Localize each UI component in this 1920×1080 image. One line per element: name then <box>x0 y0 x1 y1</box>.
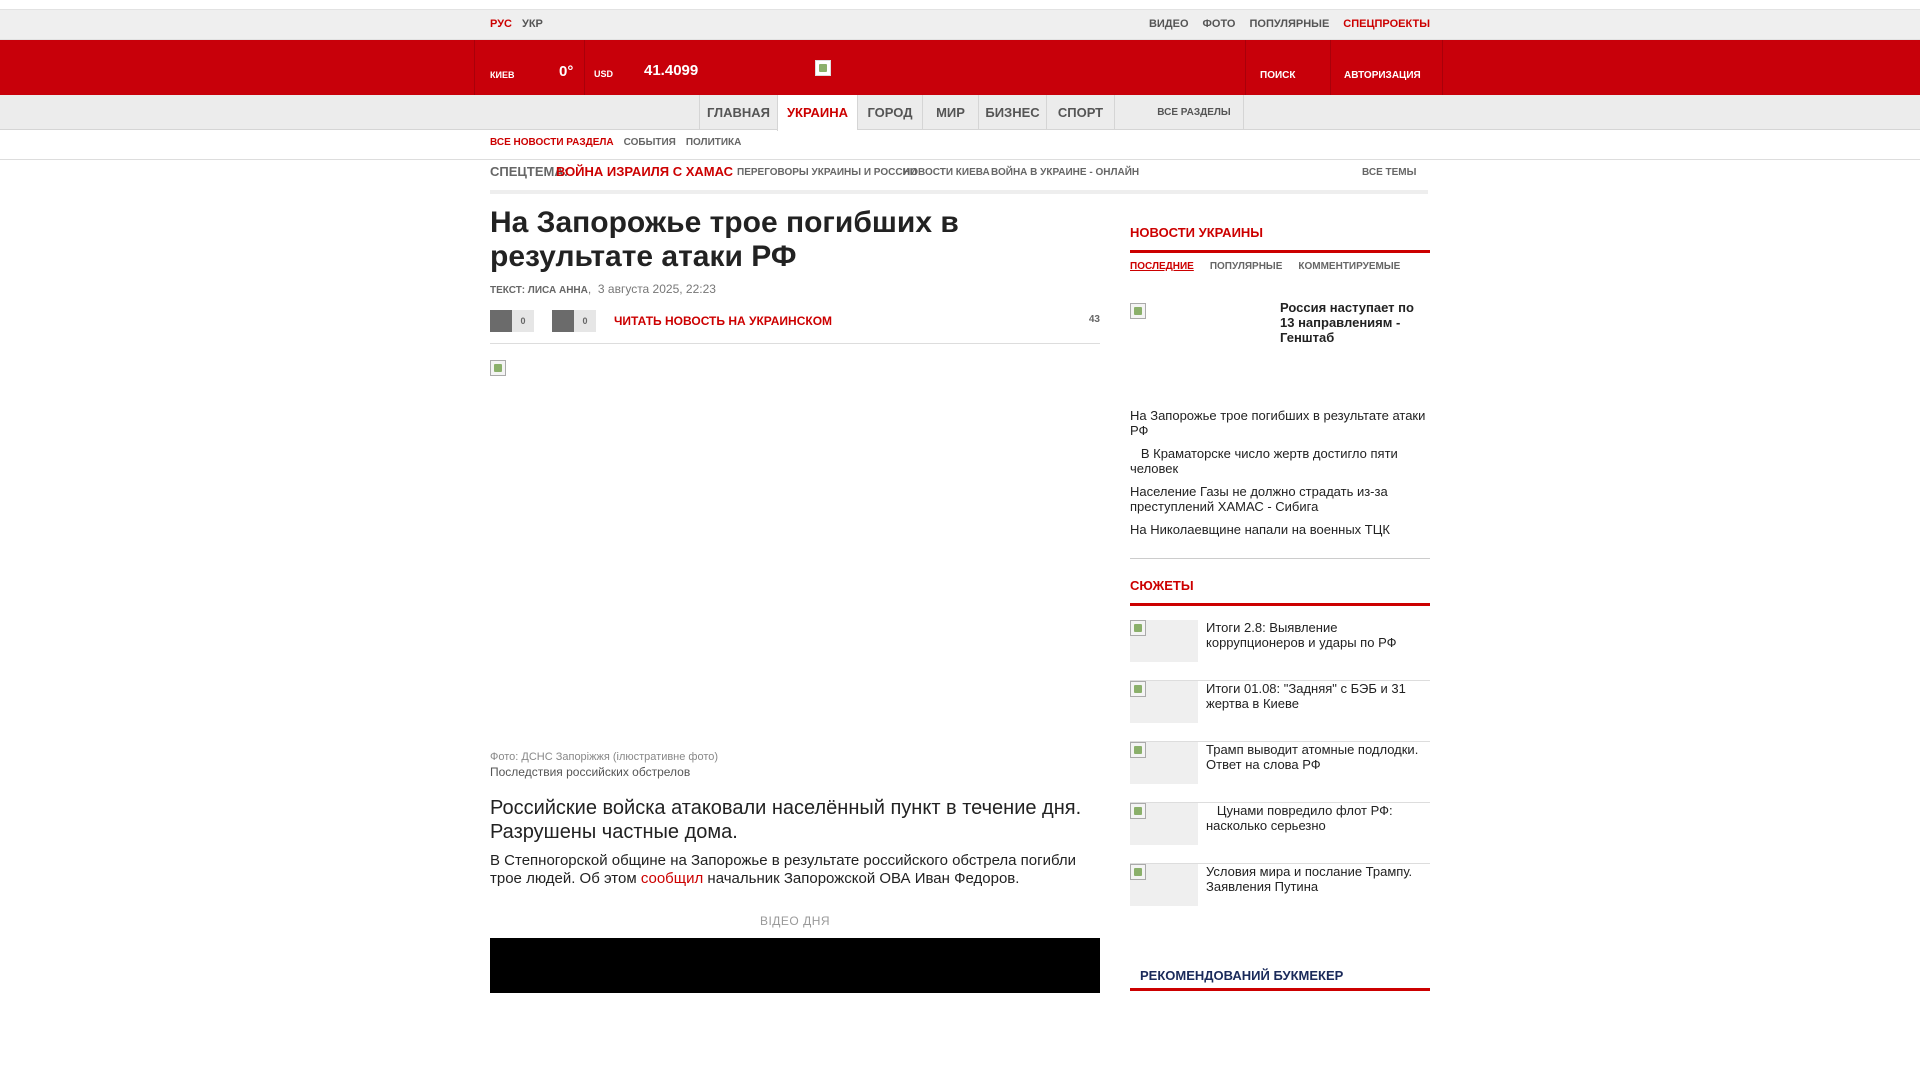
article-photo-image <box>490 360 506 376</box>
story-item[interactable] <box>1130 803 1430 864</box>
nav-all-sections[interactable] <box>1114 95 1244 130</box>
bookmaker-title: РЕКОМЕНДОВАНИЙ БУКМЕКЕР <box>1140 968 1344 983</box>
view-count: 43 <box>1088 314 1100 325</box>
story-image <box>1130 864 1146 880</box>
story-item[interactable] <box>1130 681 1430 742</box>
subnav-all-news[interactable]: ВСЕ НОВОСТИ РАЗДЕЛА <box>490 137 614 148</box>
top-story-image[interactable] <box>1130 303 1146 319</box>
story-title[interactable]: Цунами повредило флот РФ: насколько серьезно <box>1206 803 1397 833</box>
nav-all-sections-label: ВСЕ РАЗДЕЛЫ <box>1157 107 1231 118</box>
top-link-specprojects[interactable]: СПЕЦПРОЕКТЫ <box>1343 18 1430 30</box>
city-label: КИЕВ <box>490 70 515 80</box>
topic-link-war-online[interactable]: ВОЙНА В УКРАИНЕ - ОНЛАЙН <box>991 167 1140 178</box>
story-thumbnail[interactable] <box>1130 864 1198 906</box>
tab-popular[interactable]: ПОПУЛЯРНЫЕ <box>1209 261 1283 272</box>
topics-bar <box>490 164 1428 194</box>
article-lead: Российские войска атаковали населённый пункт в течение дня. Разрушены частные дома. <box>490 797 1082 843</box>
topic-link-negotiations[interactable]: ПЕРЕГОВОРЫ УКРАИНЫ И РОССИИ <box>737 167 917 178</box>
news-tabs <box>1130 261 1400 272</box>
article-author[interactable]: ТЕКСТ: ЛИСА АННА <box>490 285 588 296</box>
top-link-popular[interactable]: ПОПУЛЯРНЫЕ <box>1249 18 1330 30</box>
story-thumbnail[interactable] <box>1130 620 1198 662</box>
nav-item-business[interactable]: БИЗНЕС <box>978 95 1046 130</box>
sidebar-divider <box>1130 558 1430 559</box>
stories-header <box>1130 578 1430 606</box>
topic-link-all[interactable]: ВСЕ ТЕМЫ <box>1362 167 1417 178</box>
nav-item-ukraine[interactable]: УКРАИНА <box>777 95 857 131</box>
temperature-value: 0° <box>559 63 574 80</box>
topic-link-kyiv-news[interactable]: НОВОСТИ КИЕВА <box>903 167 990 178</box>
story-image <box>1130 742 1146 758</box>
read-in-ukrainian-link[interactable]: ЧИТАТЬ НОВОСТЬ НА УКРАИНСКОМ <box>614 314 833 328</box>
currency-rate: 41.4099 <box>644 62 699 79</box>
site-header <box>0 40 1920 95</box>
section-subnav <box>490 137 741 151</box>
top-link-video[interactable]: ВИДЕО <box>1148 18 1189 30</box>
special-topic-label: СПЕЦТЕМА: <box>490 164 569 179</box>
subnav-events[interactable]: СОБЫТИЯ <box>623 137 676 148</box>
share-facebook-button[interactable] <box>490 310 512 332</box>
currency-label: USD <box>594 69 614 79</box>
news-list-item[interactable]: Население Газы не должно страдать из-за преступлений ХАМАС - Сибига <box>1130 484 1388 514</box>
news-list-item[interactable]: В Краматорске число жертв достигло пяти человек <box>1130 446 1402 476</box>
story-title[interactable]: Условия мира и послание Трампу. Заявления Путина <box>1206 864 1413 894</box>
subnav-politics[interactable]: ПОЛИТИКА <box>685 137 742 148</box>
main-nav <box>0 95 1920 130</box>
story-thumbnail[interactable] <box>1130 742 1198 784</box>
story-image <box>1130 620 1146 636</box>
nav-item-city[interactable]: ГОРОД <box>857 95 922 130</box>
top-links <box>1149 18 1430 30</box>
story-item[interactable] <box>1130 620 1430 681</box>
story-title[interactable]: Итоги 2.8: Выявление коррупционеров и удары по РФ <box>1206 620 1397 650</box>
tab-commented[interactable]: КОММЕНТИРУЕМЫЕ <box>1298 261 1401 272</box>
story-image <box>1130 681 1146 697</box>
paragraph-text-end: начальник Запорожской ОВА Иван Федоров. <box>703 870 1020 887</box>
top-story-title[interactable]: Россия наступает по 13 направлениям - Генштаб <box>1280 300 1414 345</box>
bookmaker-header <box>1130 968 1430 991</box>
nav-item-sport[interactable]: СПОРТ <box>1046 95 1114 130</box>
video-of-day-label: ВІДЕО ДНЯ <box>759 914 831 928</box>
article-byline <box>490 282 716 296</box>
nav-item-world[interactable]: МИР <box>922 95 978 130</box>
top-utility-bar <box>0 9 1920 40</box>
story-image <box>1130 803 1146 819</box>
login-label: АВТОРИЗАЦИЯ <box>1344 70 1421 81</box>
story-item[interactable] <box>1130 742 1430 803</box>
tab-latest[interactable]: ПОСЛЕДНИЕ <box>1130 261 1194 272</box>
article-photo <box>490 360 1100 745</box>
special-topic-link[interactable]: ВОЙНА ИЗРАИЛЯ С ХАМАС <box>556 164 734 179</box>
article-paragraph <box>490 852 1100 888</box>
story-title[interactable]: Трамп выводит атомные подлодки. Ответ на слова РФ <box>1206 742 1419 772</box>
photo-description: Последствия российских обстрелов <box>490 765 691 779</box>
story-title[interactable]: Итоги 01.08: "Задняя" с БЭБ и 31 жертва в Киеве <box>1206 681 1406 711</box>
share-telegram-button[interactable] <box>552 310 574 332</box>
share-count-1: 0 <box>512 310 534 332</box>
search-label: ПОИСК <box>1260 70 1296 81</box>
login-button[interactable] <box>1330 40 1443 95</box>
ukraine-news-title[interactable]: НОВОСТИ УКРАИНЫ <box>1130 225 1264 240</box>
source-link[interactable]: сообщил <box>640 870 704 887</box>
stories-title[interactable]: СЮЖЕТЫ <box>1130 578 1194 593</box>
photo-credit: Фото: ДСНС Запоріжжя (ілюстративне фото) <box>490 751 719 763</box>
story-thumbnail[interactable] <box>1130 681 1198 723</box>
article-date: 3 августа 2025, 22:23 <box>597 282 716 296</box>
lang-ua-link[interactable]: УКР <box>522 18 543 30</box>
paragraph-text-start: В Степногорской общине на Запорожье в результате российского обстрела погибли трое людей. Об этом <box>490 852 1077 887</box>
byline-comma: , <box>587 282 592 296</box>
news-list-item[interactable]: На Николаевщине напали на военных ТЦК <box>1130 522 1390 537</box>
search-button[interactable] <box>1245 40 1330 95</box>
ukraine-news-header <box>1130 225 1430 253</box>
currency-widget[interactable] <box>584 40 704 95</box>
news-list-item[interactable]: На Запорожье трое погибших в результате атаки РФ <box>1130 408 1426 438</box>
share-count-2: 0 <box>574 310 596 332</box>
article-headline: На Запорожье трое погибших в результате атаки РФ <box>490 206 959 273</box>
nav-item-main[interactable]: ГЛАВНАЯ <box>699 95 777 130</box>
top-link-photo[interactable]: ФОТО <box>1202 18 1236 30</box>
site-logo[interactable] <box>815 60 831 76</box>
subnav-divider <box>0 159 1920 160</box>
video-player[interactable] <box>490 938 1100 993</box>
story-item[interactable] <box>1130 864 1430 925</box>
story-thumbnail[interactable] <box>1130 803 1198 845</box>
weather-widget[interactable] <box>474 40 584 95</box>
lang-ru-link[interactable]: РУС <box>490 18 512 30</box>
top-story[interactable] <box>1130 300 1430 395</box>
share-bar <box>490 310 1100 344</box>
